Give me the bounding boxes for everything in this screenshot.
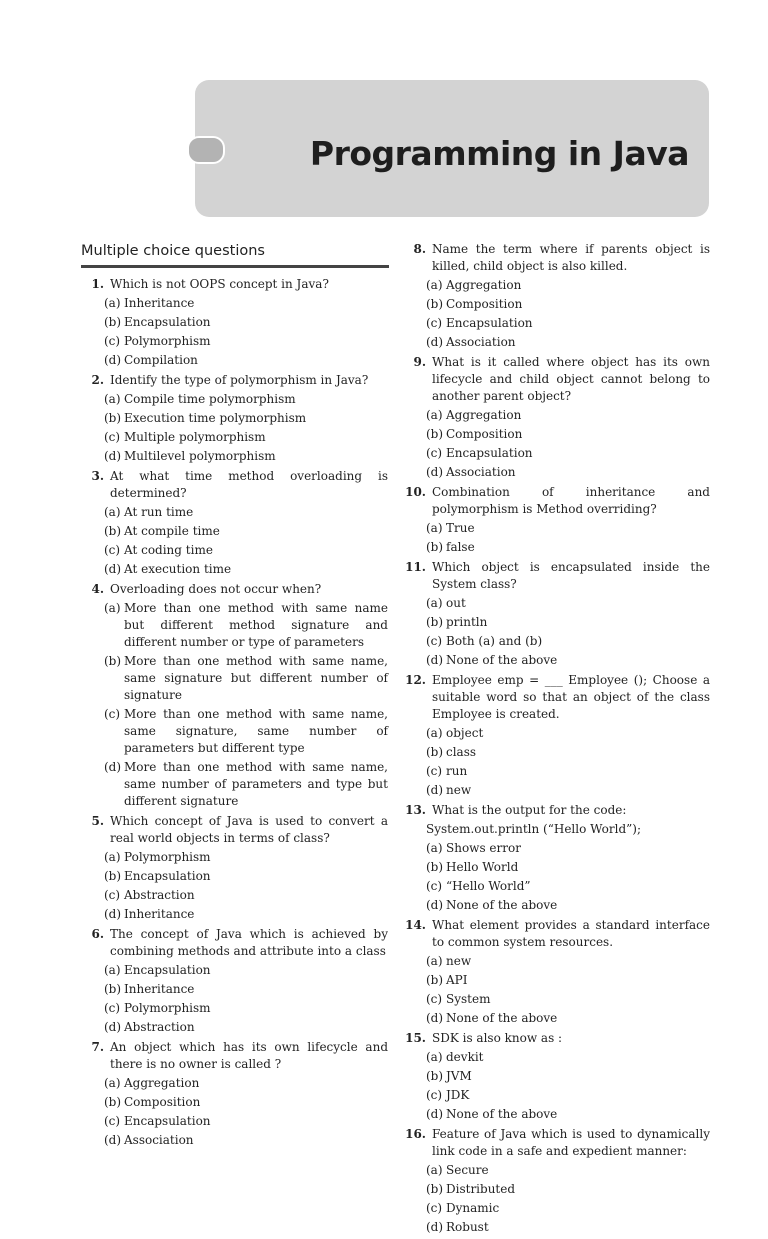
option-label: (a) xyxy=(104,505,121,519)
question xyxy=(403,672,710,799)
option-text: Abstraction xyxy=(124,1020,195,1034)
option xyxy=(426,1200,573,1217)
question-text: What is the output for the code: xyxy=(432,803,627,817)
option xyxy=(426,334,573,351)
chapter-header-tab xyxy=(195,80,709,217)
option xyxy=(426,1049,573,1066)
option-text: Compilation xyxy=(124,353,198,367)
option xyxy=(104,600,388,651)
question-number: 13. xyxy=(405,803,426,817)
question-number: 11. xyxy=(405,560,426,574)
option-label: (b) xyxy=(104,411,122,425)
option-text: At execution time xyxy=(124,562,232,576)
option-label: (c) xyxy=(426,764,443,778)
option xyxy=(426,782,573,799)
question-number: 15. xyxy=(405,1031,426,1045)
option-text: Association xyxy=(124,1133,194,1147)
option-text: Inheritance xyxy=(124,296,195,310)
option xyxy=(104,759,388,810)
option xyxy=(426,277,573,294)
option xyxy=(104,504,251,521)
question-number: 9. xyxy=(413,355,426,369)
option-label: (b) xyxy=(426,615,444,629)
question-text: Employee emp = ___ Employee (); Choose a suitable word so that an object of the class Employee is created. xyxy=(432,673,710,721)
option-label: (d) xyxy=(104,353,122,367)
section-divider xyxy=(81,265,389,268)
option-label: (c) xyxy=(104,707,121,721)
option-list xyxy=(426,723,710,799)
option-text: None of the above xyxy=(446,1011,558,1025)
question-number: 5. xyxy=(91,814,104,828)
option-list xyxy=(426,951,710,1027)
option-label: (b) xyxy=(426,745,444,759)
option-label: (b) xyxy=(426,1182,444,1196)
option-label: (c) xyxy=(104,888,121,902)
option xyxy=(426,878,710,895)
option xyxy=(104,295,251,312)
question-number: 10. xyxy=(405,485,426,499)
option-label: (b) xyxy=(426,1069,444,1083)
option-text: At coding time xyxy=(124,543,213,557)
question xyxy=(403,559,710,669)
option-text: At compile time xyxy=(124,524,220,538)
question xyxy=(403,1030,710,1123)
option-label: (a) xyxy=(104,296,121,310)
option-list xyxy=(104,389,388,465)
option-label: (b) xyxy=(104,1095,122,1109)
option-label: (d) xyxy=(426,1107,444,1121)
question xyxy=(81,372,388,465)
option-label: (b) xyxy=(104,315,122,329)
option xyxy=(426,296,573,313)
question-number: 6. xyxy=(91,927,104,941)
option xyxy=(104,887,251,904)
option-text: Execution time polymorphism xyxy=(124,411,307,425)
option-text: Multilevel polymorphism xyxy=(124,449,276,463)
option-text: out xyxy=(446,596,466,610)
option-text: Robust xyxy=(446,1220,489,1234)
question xyxy=(81,1039,388,1149)
option-label: (b) xyxy=(104,869,122,883)
option xyxy=(104,906,251,923)
question-text: Name the term where if parents object is killed, child object is also killed. xyxy=(432,242,710,273)
question-number: 8. xyxy=(413,242,426,256)
option xyxy=(104,561,251,578)
option xyxy=(426,407,573,424)
option-text: Association xyxy=(446,335,516,349)
question-number: 4. xyxy=(91,582,104,596)
option xyxy=(104,352,251,369)
option-label: (a) xyxy=(104,392,121,406)
option-text: Composition xyxy=(446,427,523,441)
option-label: (d) xyxy=(104,760,122,774)
option-text: Polymorphism xyxy=(124,1001,211,1015)
section-heading: Multiple choice questions xyxy=(81,243,265,259)
option-text: None of the above xyxy=(446,898,558,912)
option-text: new xyxy=(446,954,472,968)
option xyxy=(426,426,573,443)
option-text: Distributed xyxy=(446,1182,516,1196)
option-text: Compile time polymorphism xyxy=(124,392,296,406)
option xyxy=(104,333,251,350)
question xyxy=(81,581,388,810)
option-label: (b) xyxy=(104,524,122,538)
question xyxy=(403,241,710,351)
option-text: More than one method with same name, same signature, same number of parameters but different type xyxy=(124,707,388,755)
option-label: (a) xyxy=(426,1050,443,1064)
option xyxy=(426,652,573,669)
option-text: At run time xyxy=(124,505,194,519)
option-text: Encapsulation xyxy=(446,316,533,330)
option xyxy=(426,763,573,780)
option xyxy=(104,429,388,446)
option-text: More than one method with same name, same signature but different number of signature xyxy=(124,654,388,702)
option xyxy=(426,1010,573,1027)
left-column xyxy=(81,276,388,1152)
option-text: More than one method with same name, same number of parameters and type but different signature xyxy=(124,760,388,808)
question xyxy=(81,276,388,369)
option-text: Encapsulation xyxy=(124,963,211,977)
option xyxy=(426,744,573,761)
question-text: What element provides a standard interface to common system resources. xyxy=(432,918,710,949)
option xyxy=(426,972,573,989)
option-label: (c) xyxy=(426,446,443,460)
option-label: (d) xyxy=(426,1220,444,1234)
tab-notch xyxy=(187,136,225,164)
option-label: (c) xyxy=(104,543,121,557)
option-text: new xyxy=(446,783,472,797)
option-text: True xyxy=(446,521,475,535)
option-text: Secure xyxy=(446,1163,489,1177)
option-text: run xyxy=(446,764,468,778)
right-column xyxy=(403,241,710,1239)
option-label: (a) xyxy=(426,1163,443,1177)
option-text: Encapsulation xyxy=(124,1114,211,1128)
question-text: Which object is encapsulated inside the System class? xyxy=(432,560,710,591)
option-text: Aggregation xyxy=(446,408,522,422)
option-list xyxy=(426,593,710,669)
option-label: (c) xyxy=(426,316,443,330)
option xyxy=(104,1132,251,1149)
option-text: Multiple polymorphism xyxy=(124,430,266,444)
question xyxy=(403,802,710,914)
option-label: (c) xyxy=(104,1114,121,1128)
option-label: (c) xyxy=(104,430,121,444)
question-text: Overloading does not occur when? xyxy=(110,582,322,596)
option-text: Polymorphism xyxy=(124,334,211,348)
option xyxy=(104,962,251,979)
option-label: (c) xyxy=(426,1201,443,1215)
question xyxy=(403,484,710,556)
option xyxy=(426,1087,573,1104)
option xyxy=(104,981,251,998)
option-text: false xyxy=(446,540,475,554)
option-text: Composition xyxy=(446,297,523,311)
question-number: 7. xyxy=(91,1040,104,1054)
option xyxy=(426,1181,573,1198)
option-label: (c) xyxy=(426,1088,443,1102)
option xyxy=(104,542,251,559)
option-list xyxy=(426,405,710,481)
option-label: (c) xyxy=(426,992,443,1006)
question xyxy=(81,813,388,923)
question-text: What is it called where object has its own lifecycle and child object cannot belong to another parent object? xyxy=(432,355,710,403)
option-text: System xyxy=(446,992,491,1006)
option-text: Aggregation xyxy=(446,278,522,292)
option-list xyxy=(426,1160,710,1236)
question-text: Which is not OOPS concept in Java? xyxy=(110,277,329,291)
option-label: (a) xyxy=(426,408,443,422)
option xyxy=(104,523,251,540)
option-text: Polymorphism xyxy=(124,850,211,864)
option-label: (a) xyxy=(104,850,121,864)
question-text: Combination of inheritance and polymorphism is Method overriding? xyxy=(432,485,710,516)
option xyxy=(426,1219,573,1236)
option-list xyxy=(104,502,388,578)
option xyxy=(104,849,251,866)
option-text: Abstraction xyxy=(124,888,195,902)
option-label: (d) xyxy=(426,783,444,797)
option-text: Inheritance xyxy=(124,907,195,921)
option-text: None of the above xyxy=(446,1107,558,1121)
option xyxy=(426,520,573,537)
option-label: (a) xyxy=(426,841,443,855)
option xyxy=(104,1000,251,1017)
option-label: (d) xyxy=(426,898,444,912)
option-label: (b) xyxy=(426,427,444,441)
option-list xyxy=(104,598,388,810)
option-text: Inheritance xyxy=(124,982,195,996)
option-list xyxy=(426,518,710,556)
question-number: 16. xyxy=(405,1127,426,1141)
option-label: (a) xyxy=(426,726,443,740)
option-label: (d) xyxy=(104,449,122,463)
option-label: (d) xyxy=(104,1133,122,1147)
option-label: (a) xyxy=(104,963,121,977)
option xyxy=(426,614,573,631)
option-label: (b) xyxy=(426,297,444,311)
option xyxy=(426,539,573,556)
option-text: JVM xyxy=(446,1069,472,1083)
option-text: JDK xyxy=(446,1088,470,1102)
option-label: (c) xyxy=(426,634,443,648)
option-label: (d) xyxy=(426,465,444,479)
option xyxy=(104,1113,251,1130)
option-label: (c) xyxy=(426,879,443,893)
question xyxy=(403,354,710,481)
option-label: (a) xyxy=(426,596,443,610)
option-text: Composition xyxy=(124,1095,201,1109)
option-text: object xyxy=(446,726,484,740)
option-label: (d) xyxy=(426,335,444,349)
option-text: Hello World xyxy=(446,860,519,874)
option xyxy=(104,410,388,427)
option-text: println xyxy=(446,615,488,629)
option-list xyxy=(104,960,388,1036)
option-label: (b) xyxy=(104,654,122,668)
question-number: 12. xyxy=(405,673,426,687)
option-label: (a) xyxy=(426,278,443,292)
question-text: Which concept of Java is used to convert a real world objects in terms of class? xyxy=(110,814,388,845)
question-number: 14. xyxy=(405,918,426,932)
option-list xyxy=(104,847,388,923)
question-text: The concept of Java which is achieved by combining methods and attribute into a class xyxy=(110,927,388,958)
option xyxy=(426,315,573,332)
question-number: 3. xyxy=(91,469,104,483)
option xyxy=(104,653,388,704)
option xyxy=(104,391,388,408)
option xyxy=(426,859,710,876)
option xyxy=(426,725,573,742)
option xyxy=(426,1106,573,1123)
option xyxy=(104,314,251,331)
question xyxy=(81,468,388,578)
option xyxy=(104,448,388,465)
code-line xyxy=(426,821,710,838)
option-label: (d) xyxy=(426,653,444,667)
code-snippet: System.out.println (“Hello World”); xyxy=(426,822,642,836)
question xyxy=(403,1126,710,1236)
question-text: SDK is also know as : xyxy=(432,1031,563,1045)
option-label: (b) xyxy=(426,860,444,874)
question-number: 2. xyxy=(91,373,104,387)
question-text: At what time method overloading is determined? xyxy=(110,469,388,500)
option xyxy=(426,445,573,462)
question-text: Feature of Java which is used to dynamically link code in a safe and expedient manner: xyxy=(432,1127,710,1158)
option-label: (c) xyxy=(104,1001,121,1015)
option-text: Both (a) and (b) xyxy=(446,634,543,648)
option-text: Association xyxy=(446,465,516,479)
option xyxy=(426,1068,573,1085)
option xyxy=(104,706,388,757)
option-text: Dynamic xyxy=(446,1201,500,1215)
question xyxy=(403,917,710,1027)
option-text: devkit xyxy=(446,1050,484,1064)
option xyxy=(426,464,573,481)
question xyxy=(81,926,388,1036)
option xyxy=(104,1094,251,1111)
question-text: An object which has its own lifecycle and there is no owner is called ? xyxy=(110,1040,388,1071)
option xyxy=(426,897,710,914)
option xyxy=(426,595,573,612)
option xyxy=(426,633,573,650)
option-label: (b) xyxy=(104,982,122,996)
option-list xyxy=(104,293,388,369)
option-label: (a) xyxy=(426,954,443,968)
option-label: (d) xyxy=(426,1011,444,1025)
option-label: (c) xyxy=(104,334,121,348)
option-text: “Hello World” xyxy=(446,879,531,893)
option-text: Encapsulation xyxy=(124,315,211,329)
option-list xyxy=(426,819,710,914)
option-list xyxy=(426,275,710,351)
option-text: Aggregation xyxy=(124,1076,200,1090)
option-text: Encapsulation xyxy=(124,869,211,883)
option-list xyxy=(426,1047,710,1123)
option-label: (a) xyxy=(426,521,443,535)
option-label: (b) xyxy=(426,973,444,987)
option-label: (a) xyxy=(104,1076,121,1090)
option-label: (b) xyxy=(426,540,444,554)
question-number: 1. xyxy=(91,277,104,291)
option-list xyxy=(104,1073,388,1149)
option xyxy=(104,1019,251,1036)
option xyxy=(426,1162,573,1179)
option xyxy=(426,840,710,857)
option-text: class xyxy=(446,745,477,759)
option xyxy=(426,991,573,1008)
option-label: (d) xyxy=(104,907,122,921)
option-label: (a) xyxy=(104,601,121,615)
page-title: Programming in Java xyxy=(309,134,689,173)
option xyxy=(104,1075,251,1092)
option-text: Shows error xyxy=(446,841,521,855)
question-text: Identify the type of polymorphism in Java? xyxy=(110,373,369,387)
option-label: (d) xyxy=(104,562,122,576)
option-text: Encapsulation xyxy=(446,446,533,460)
option-text: API xyxy=(446,973,468,987)
option xyxy=(426,953,573,970)
option-text: More than one method with same name but different method signature and different number or type of parameters xyxy=(124,601,388,649)
option-text: None of the above xyxy=(446,653,558,667)
option-label: (d) xyxy=(104,1020,122,1034)
option xyxy=(104,868,251,885)
